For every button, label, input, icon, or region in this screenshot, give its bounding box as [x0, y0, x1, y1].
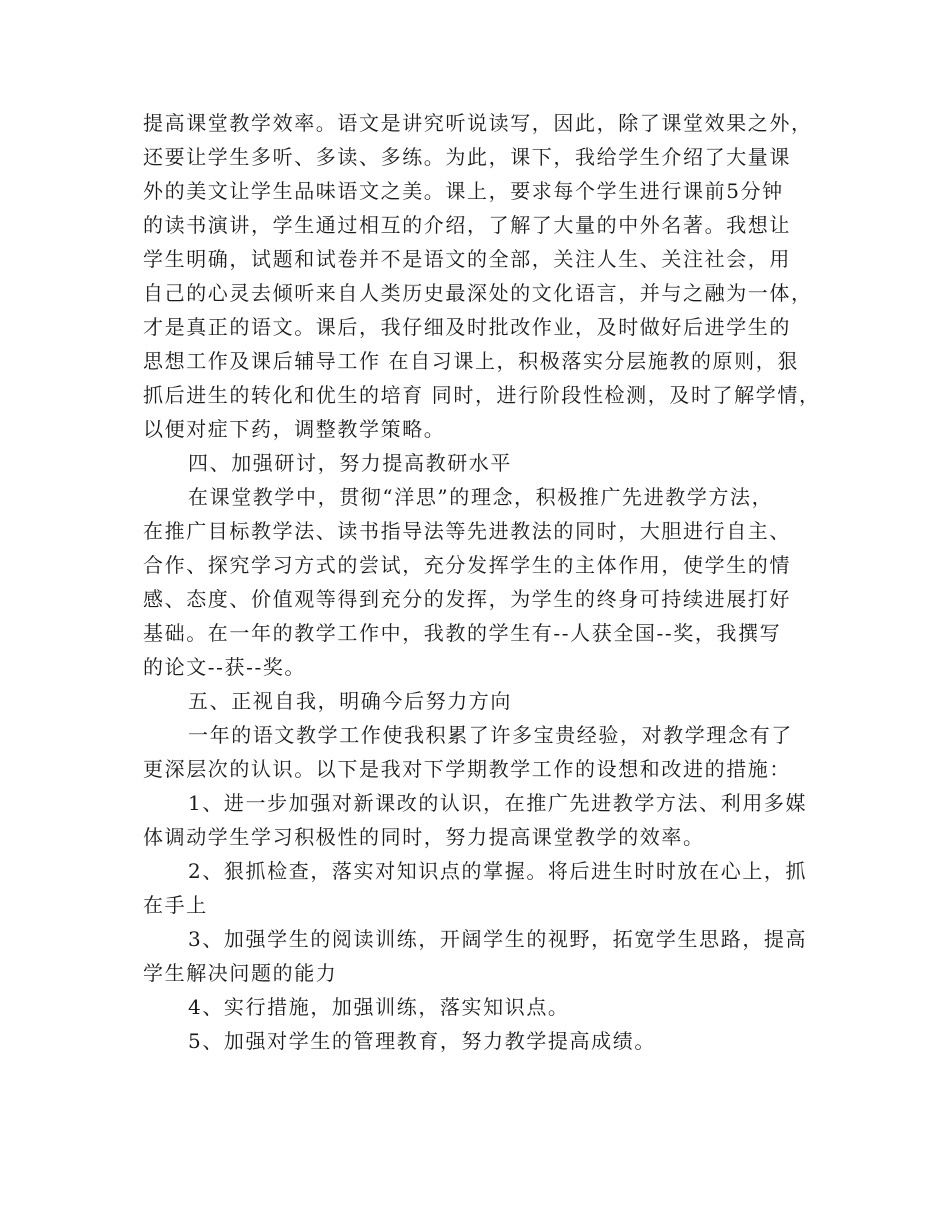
list-item: 3、加强学生的阅读训练，开阔学生的视野，拓宽学生思路，提高: [188, 927, 808, 951]
section-heading: 五、正视自我，明确今后努力方向: [188, 689, 512, 713]
paragraph-line: 合作、探究学习方式的尝试，充分发挥学生的主体作用，使学生的情: [143, 553, 791, 577]
paragraph-line: 的读书演讲，学生通过相互的介绍，了解了大量的中外名著。我想让: [143, 213, 791, 237]
list-item: 1、进一步加强对新课改的认识，在推广先进教学方法、利用多媒: [188, 791, 808, 815]
list-item-continuation: 体调动学生学习积极性的同时，努力提高课堂教学的效率。: [143, 825, 705, 849]
paragraph-line: 更深层次的认识。以下是我对下学期教学工作的设想和改进的措施：: [143, 757, 791, 781]
paragraph-line: 外的美文让学生品味语文之美。课上，要求每个学生进行课前5分钟: [143, 179, 784, 203]
paragraph-line: 抓后进生的转化和优生的培育 同时，进行阶段性检测，及时了解学情，: [143, 383, 821, 407]
paragraph-line: 基础。在一年的教学工作中，我教的学生有--人获全国--奖，我撰写: [143, 621, 782, 645]
paragraph-line: 提高课堂教学效率。语文是讲究听说读写，因此，除了课堂效果之外，: [143, 111, 813, 135]
list-item: 5、加强对学生的管理教育，努力教学提高成绩。: [188, 1029, 656, 1053]
list-item: 2、狠抓检查，落实对知识点的掌握。将后进生时时放在心上，抓: [188, 859, 808, 883]
paragraph-line: 在推广目标教学法、读书指导法等先进教法的同时，大胆进行自主、: [143, 519, 791, 543]
paragraph-line: 思想工作及课后辅导工作 在自习课上，积极落实分层施教的原则，狠: [143, 349, 799, 373]
paragraph-line: 自己的心灵去倾听来自人类历史最深处的文化语言，并与之融为一体，: [143, 281, 813, 305]
paragraph-line: 以便对症下药，调整教学策略。: [143, 417, 446, 441]
section-heading: 四、加强研讨，努力提高教研水平: [188, 451, 512, 475]
paragraph-line: 的论文--获--奖。: [143, 655, 307, 679]
list-item: 4、实行措施，加强训练，落实知识点。: [188, 995, 570, 1019]
paragraph-line: 学生明确，试题和试卷并不是语文的全部，关注人生、关注社会，用: [143, 247, 791, 271]
paragraph-line: 在课堂教学中，贯彻“洋思”的理念，积极推广先进教学方法，: [188, 485, 774, 509]
paragraph-line: 还要让学生多听、多读、多练。为此，课下，我给学生介绍了大量课: [143, 145, 791, 169]
paragraph-line: 感、态度、价值观等得到充分的发挥，为学生的终身可持续进展打好: [143, 587, 791, 611]
paragraph-line: 才是真正的语文。课后，我仔细及时批改作业，及时做好后进学生的: [143, 315, 791, 339]
list-item-continuation: 学生解决问题的能力: [143, 961, 338, 985]
paragraph-line: 一年的语文教学工作使我积累了许多宝贵经验，对教学理念有了: [188, 723, 793, 747]
list-item-continuation: 在手上: [143, 893, 208, 917]
